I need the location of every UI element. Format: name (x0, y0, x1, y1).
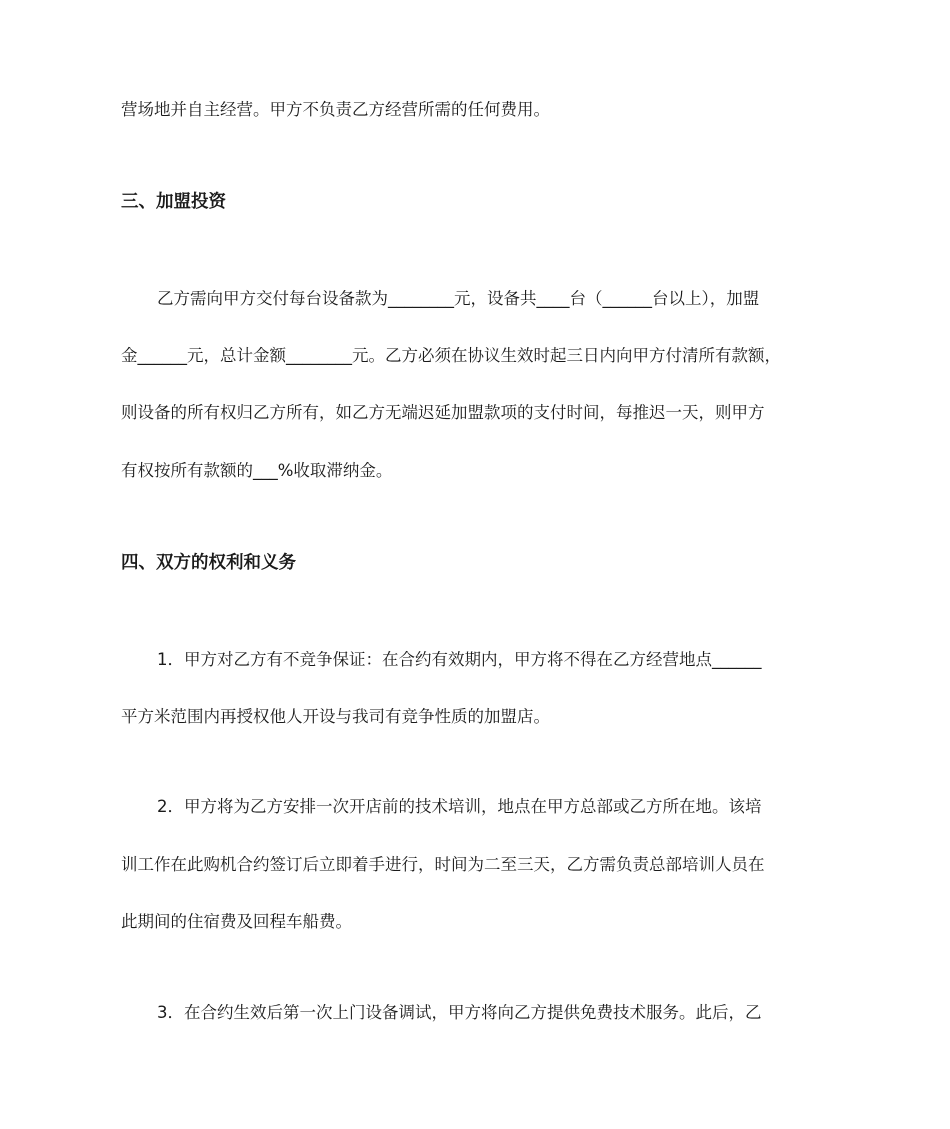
paragraph-line: 有权按所有款额的___%收取滞纳金。 (121, 461, 393, 480)
paragraph-line: 营场地并自主经营。甲方不负责乙方经营所需的任何费用。 (121, 100, 550, 119)
paragraph-line: 则设备的所有权归乙方所有，如乙方无端迟延加盟款项的支付时间，每推迟一天，则甲方 (121, 403, 765, 422)
paragraph-line: 训工作在此购机合约签订后立即着手进行，时间为二至三天，乙方需负责总部培训人员在 (121, 855, 765, 874)
section-heading-4: 四、双方的权利和义务 (121, 553, 296, 573)
paragraph-line: 乙方需向甲方交付每台设备款为________元，设备共____台（______台以上），加盟 (157, 289, 760, 308)
section-heading-3: 三、加盟投资 (121, 192, 226, 212)
paragraph-line: 3．在合约生效后第一次上门设备调试，甲方将向乙方提供免费技术服务。此后，乙 (157, 1003, 762, 1022)
paragraph-line: 金______元，总计金额________元。乙方必须在协议生效时起三日内向甲方付清所有款额， (121, 346, 781, 365)
paragraph-line: 此期间的住宿费及回程车船费。 (121, 912, 352, 931)
paragraph-line: 平方米范围内再授权他人开设与我司有竞争性质的加盟店。 (121, 707, 550, 726)
paragraph-line: 2．甲方将为乙方安排一次开店前的技术培训，地点在甲方总部或乙方所在地。该培 (157, 797, 762, 816)
paragraph-line: 1．甲方对乙方有不竞争保证：在合约有效期内，甲方将不得在乙方经营地点______ (157, 650, 762, 669)
